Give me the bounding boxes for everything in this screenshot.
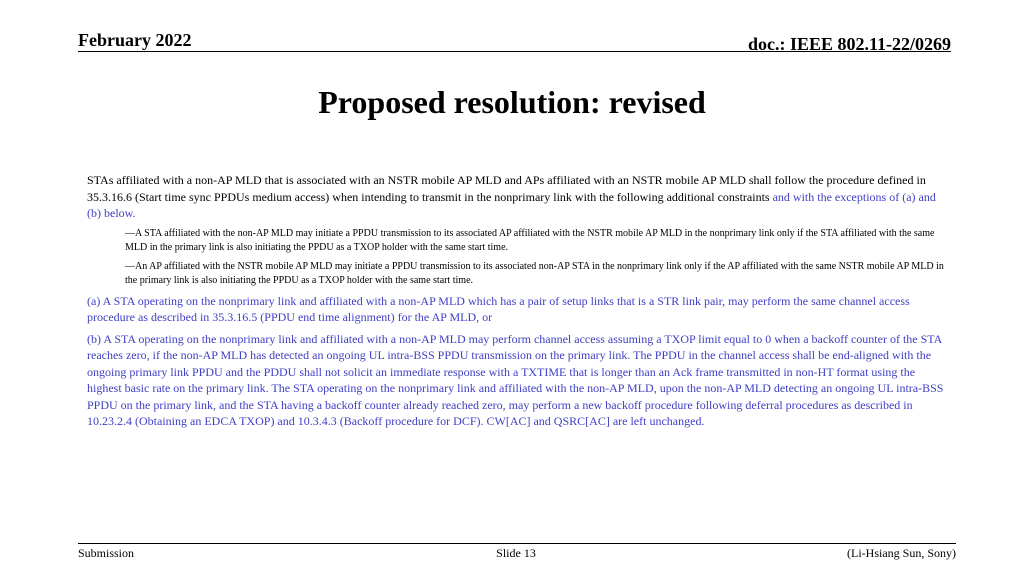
header-doc-id: doc.: IEEE 802.11-22/0269 [747,34,951,54]
footer-author: (Li-Hsiang Sun, Sony) [847,546,956,560]
intro-text: STAs affiliated with a non-AP MLD that is associated with an NSTR mobile AP MLD and APs affiliated with an NSTR mobile AP MLD shall follow the procedure defined in 35.3.16.6 (Start time sync PPDUs medium access) when intending to transmit in the nonprimary link with the following additional constraints [87,173,926,204]
header-divider [78,51,951,52]
constraint-item-2: —An AP affiliated with the NSTR mobile AP MLD may initiate a PPDU transmission to its associated non-AP STA in the nonprimary link only if the AP affiliated with the same NSTR mobile AP MLD in the primary link is also initiating the PPDU as a TXOP holder with the same start time. [125,260,944,286]
slide-title: Proposed resolution: revised [318,84,706,120]
footer-submission: Submission [78,546,135,560]
intro-revision-text: and with the exceptions of (a) and (b) below [87,189,936,220]
header-date: February 2022 [78,30,192,50]
footer-slide-number: Slide 13 [496,546,536,560]
constraint-item-1: —A STA affiliated with the non-AP MLD may initiate a PPDU transmission to its associated AP affiliated with the NSTR mobile AP MLD in the nonprimary link only if the STA affiliated with the same MLD in the primary link is also initiating the PPDU as a TXOP holder with the same start time. [125,227,935,253]
intro-end: . [132,206,136,220]
footer-divider [78,543,956,544]
intro-paragraph [87,172,947,222]
slide-body [87,172,947,435]
exception-b-paragraph: (b) A STA operating on the nonprimary link and affiliated with a non-AP MLD may perform channel access assuming a TXOP limit equal to 0 when a backoff counter of the STA reaches zero, if the non-AP MLD has detected an ongoing UL intra-BSS PPDU transmission on the primary link. The PPDU in the channel access shall be end-aligned with the ongoing primary link PPDU and the PDDU shall not solicit an immediate response with a TXTIME that is longer than an Ack frame transmitted in non-HT format using the highest basic rate on the primary link. The STA operating on the nonprimary link and affiliated with the non-AP MLD, upon the non-AP MLD detecting an ongoing UL intra-BSS PPDU on the primary link, and the STA having a backoff counter already reached zero, may perform a new backoff procedure following deferral procedures as described in 10.23.2.4 (Obtaining an EDCA TXOP) and 10.3.4.3 (Backoff procedure for DCF). CW[AC] and QSRC[AC] are left unchanged. [87,331,944,428]
exception-a-paragraph: (a) A STA operating on the nonprimary link and affiliated with a non-AP MLD which has a pair of setup links that is a STR link pair, may perform the same channel access procedure as described in 35.3.16.5 (PPDU end time alignment) for the AP MLD, or [87,293,910,324]
